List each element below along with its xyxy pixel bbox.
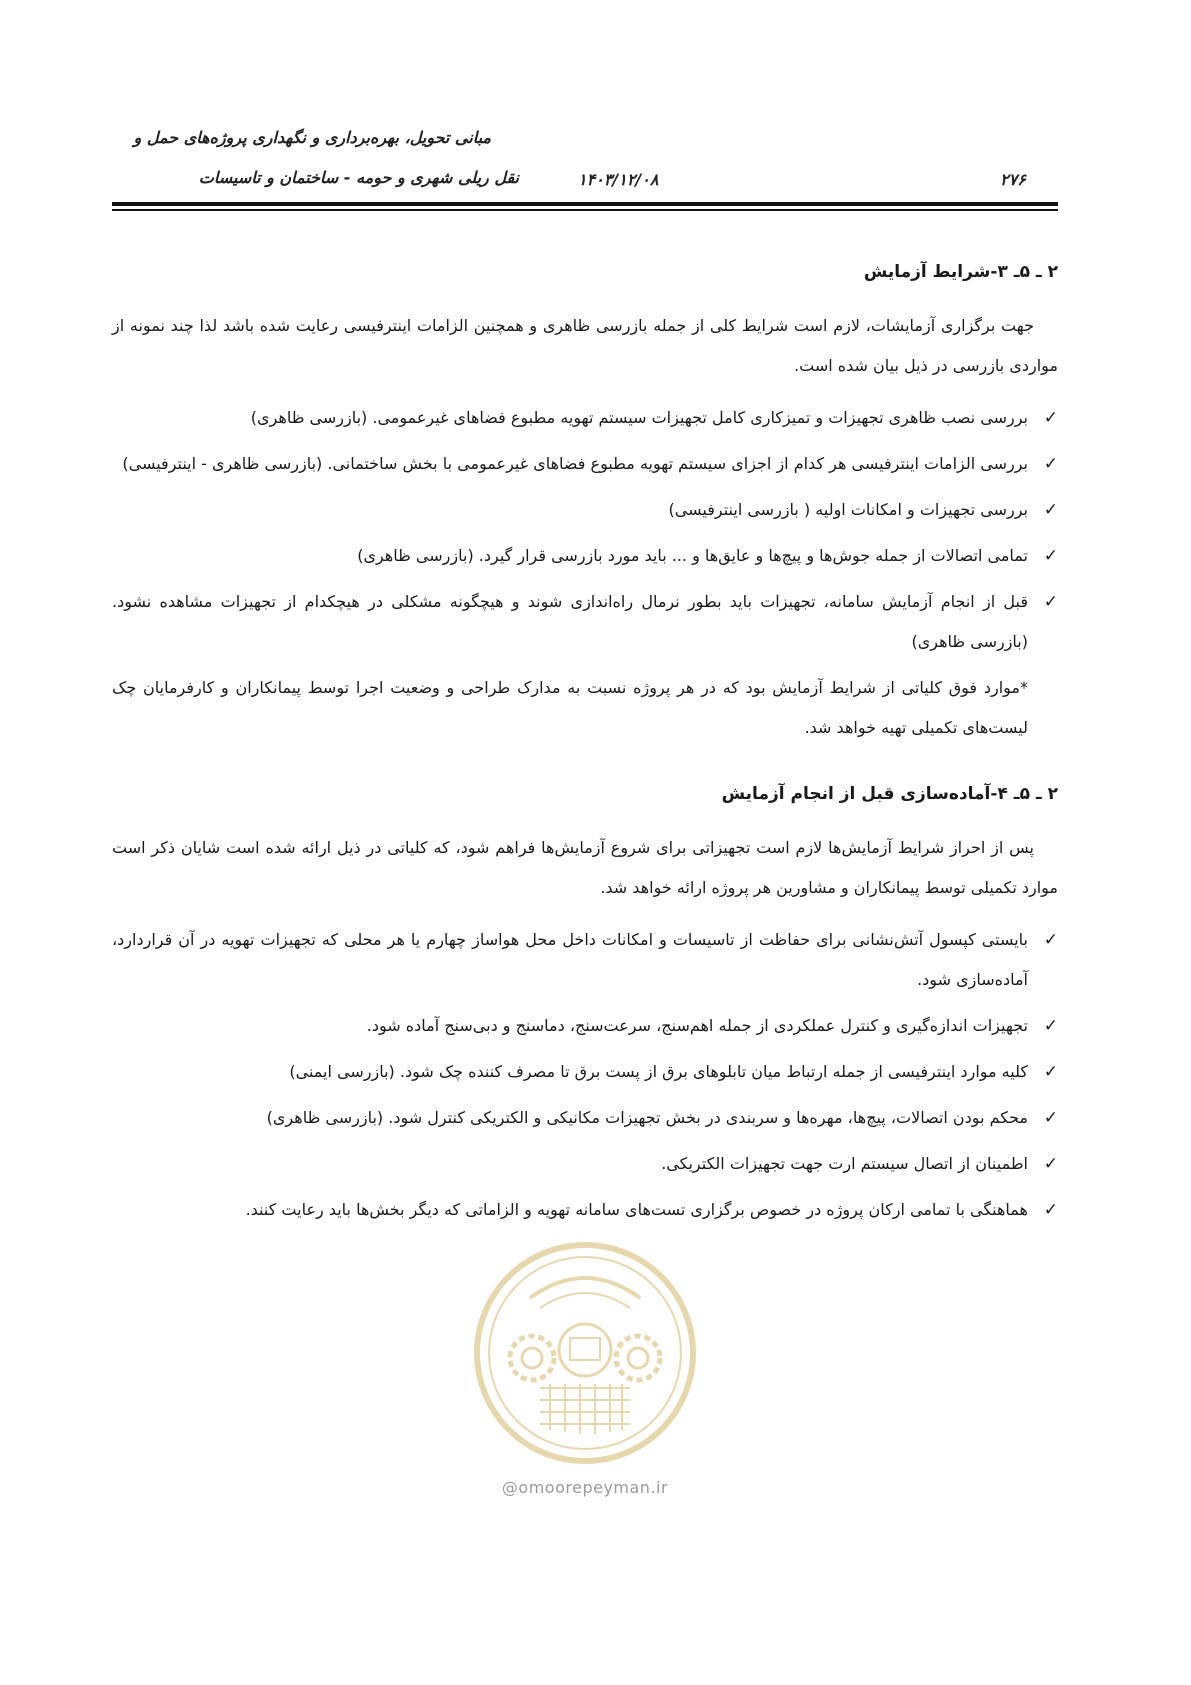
checklist-item-text: کلیه موارد اینترفیسی از جمله ارتباط میان تابلوهای برق از پست برق تا مصرف کننده چک شود. (بازرسی ایمنی) [289,1062,1028,1081]
checkmark-icon: ✓ [1043,930,1058,950]
checklist-item-text: تمامی اتصالات از جمله جوش‌ها و پیچ‌ها و عایق‌ها و ... باید مورد بازرسی قرار گیرد. (بازرسی ظاهری) [357,546,1028,565]
checklist-item [112,1190,1058,1230]
checklist-item [112,536,1058,576]
checklist-item [112,398,1058,438]
checklist-item-text: قبل از انجام آزمایش سامانه، تجهیزات باید بطور نرمال راه‌اندازی شوند و هیچگونه مشکلی در هیچکدام از تجهیزات مشاهده نشود. (بازرسی ظاهری) [112,592,1028,651]
page-number: ۲۷۶ [1000,170,1026,189]
checklist-item [112,582,1058,662]
header-title-line2: نقل ریلی شهری و حومه - ساختمان و تاسیسات [198,168,519,187]
checkmark-icon: ✓ [1043,592,1058,612]
header-rule-thin [112,209,1058,211]
checklist-item-text: محکم بودن اتصالات، پیچ‌ها، مهره‌ها و سربندی در بخش تجهیزات مکانیکی و الکتریکی کنترل شود. (بازرسی ظاهری) [266,1108,1028,1127]
checkmark-icon: ✓ [1043,1016,1058,1036]
checklist-item [112,1052,1058,1092]
checklist-item [112,1144,1058,1184]
section-note: *موارد فوق کلیاتی از شرایط آزمایش بود که در هر پروژه نسبت به مدارک طراحی و وضعیت اجرا توسط پیمانکاران و کارفرمایان چک لیست‌های تکمیلی تهیه خواهد شد. [112,678,1028,737]
checkmark-icon: ✓ [1043,408,1058,428]
checkmark-icon: ✓ [1043,500,1058,520]
checklist-item [112,490,1058,530]
checklist-item-text: بایستی کپسول آتش‌نشانی برای حفاظت از تاسیسات و امکانات داخل محل هواساز چهارم یا هر محلی که تجهیزات تهویه در آن قراردارد، آماده‌سازی شود. [112,930,1028,989]
watermark-seal-icon [470,1238,700,1468]
checklist-item-text: هماهنگی با تمامی ارکان پروژه در خصوص برگزاری تست‌های سامانه تهویه و الزاماتی که دیگر بخش‌ها باید رعایت کنند. [245,1200,1028,1219]
checklist-item-text: تجهیزات اندازه‌گیری و کنترل عملکردی از جمله اهم‌سنج، سرعت‌سنج، دماسنج و دبی‌سنج آماده شود. [366,1016,1028,1035]
section-title-test-conditions: ۲ ـ ۵ـ ۳-شرایط آزمایش [863,262,1058,282]
header-title-line1: مبانی تحویل، بهره‌برداری و نگهداری پروژه‌های حمل و [133,128,491,147]
checklist-item-text: بررسی الزامات اینترفیسی هر کدام از اجزای سیستم تهویه مطبوع فضاهای غیرعمومی با بخش ساختمانی. (بازرسی ظاهری - اینترفیسی) [122,454,1028,473]
section-intro-paragraph: پس از احراز شرایط آزمایش‌ها لازم است تجهیزاتی برای شروع آزمایش‌ها فراهم شود، که کلیاتی در ذیل ارائه شده است شایان ذکر است موارد تکمیلی توسط پیمانکاران و مشاورین هر پروژه ارائه خواهد شد. [112,838,1058,897]
checkmark-icon: ✓ [1043,1062,1058,1082]
checkmark-icon: ✓ [1043,1200,1058,1220]
watermark-site-url: @omoorepeyman.ir [501,1478,669,1497]
checkmark-icon: ✓ [1043,454,1058,474]
checklist-item-text: اطمینان از اتصال سیستم ارت جهت تجهیزات الکتریکی. [661,1154,1028,1173]
at-symbol-icon: @ [501,1478,519,1497]
checklist-item [112,920,1058,1000]
checklist-item [112,1006,1058,1046]
checkmark-icon: ✓ [1043,546,1058,566]
section-intro-paragraph: جهت برگزاری آزمایشات، لازم است شرایط کلی از جمله بازرسی ظاهری و همچنین الزامات اینترفیسی رعایت شده باشد لذا چند نمونه از مواردی بازرسی در ذیل بیان شده است. [112,316,1058,375]
checkmark-icon: ✓ [1043,1154,1058,1174]
section-title-test-preparation: ۲ ـ ۵ـ ۴-آماده‌سازی قبل از انجام آزمایش [721,784,1058,804]
checkmark-icon: ✓ [1043,1108,1058,1128]
header-rule-thick [112,202,1058,206]
preparation-checklist [112,920,1058,1230]
checklist-item-text: بررسی تجهیزات و امکانات اولیه ( بازرسی اینترفیسی) [668,500,1028,519]
inspection-checklist [112,398,1058,662]
header-date: ۱۴۰۳/۱۲/۰۸ [578,170,659,189]
checklist-item [112,444,1058,484]
checklist-item [112,1098,1058,1138]
checklist-item-text: بررسی نصب ظاهری تجهیزات و تمیزکاری کامل تجهیزات سیستم تهویه مطبوع فضاهای غیرعمومی. (بازرسی ظاهری) [250,408,1028,427]
document-body [112,252,1058,1236]
